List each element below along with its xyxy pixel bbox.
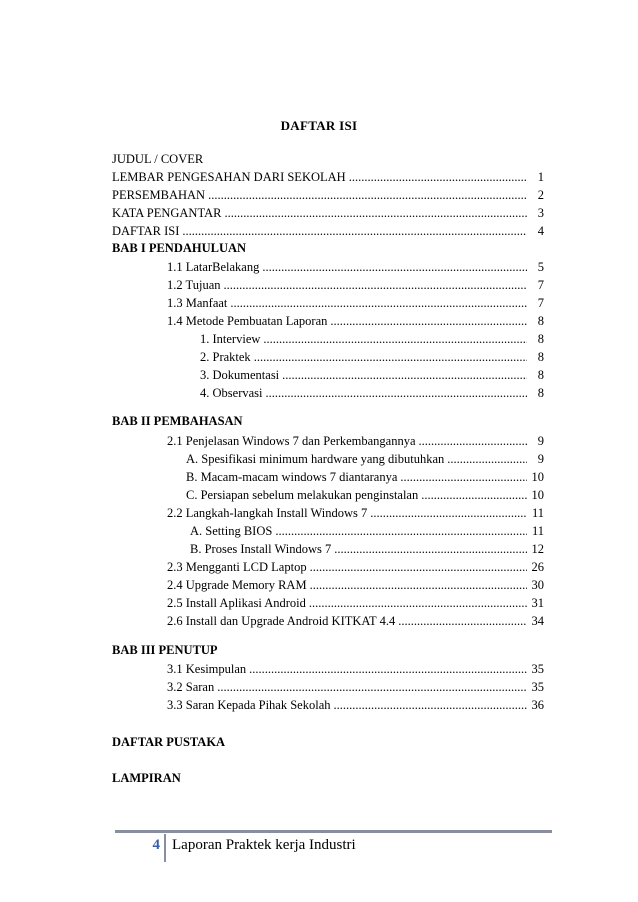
toc-page-number: 8 (537, 332, 544, 346)
toc-page-number: 9 (537, 434, 544, 448)
toc-leader (217, 679, 527, 695)
toc-subentry (186, 451, 544, 467)
toc-page-number: 34 (531, 614, 544, 628)
toc-label: C. Persiapan sebelum melakukan penginstalan (186, 488, 419, 502)
toc-leader (208, 187, 527, 203)
toc-page-number: 26 (531, 560, 544, 574)
toc-leader (224, 205, 527, 221)
chapter-heading-bab3: BAB III PENUTUP (112, 643, 218, 657)
toc-page-number: 30 (531, 578, 544, 592)
toc-page-number: 3 (537, 206, 544, 220)
toc-leader (334, 541, 527, 557)
toc-entry (167, 679, 544, 695)
toc-entry-persembahan (112, 187, 544, 203)
toc-entry (167, 595, 544, 611)
footer-title: Laporan Praktek kerja Industri (172, 837, 356, 853)
toc-subentry (200, 331, 544, 347)
toc-label: 2.3 Mengganti LCD Laptop (167, 560, 307, 574)
toc-subentry (186, 469, 544, 485)
toc-label: 2.4 Upgrade Memory RAM (167, 578, 307, 592)
chapter-heading-bab2: BAB II PEMBAHASAN (112, 414, 243, 428)
toc-subentry (190, 523, 544, 539)
toc-label: 2.6 Install dan Upgrade Android KITKAT 4.4 (167, 614, 396, 628)
toc-label: 2. Praktek (200, 350, 251, 364)
toc-subentry (200, 385, 544, 401)
toc-page-number: 8 (537, 350, 544, 364)
toc-leader (398, 613, 527, 629)
toc-subentry (200, 367, 544, 383)
toc-leader (310, 577, 527, 593)
toc-label: KATA PENGANTAR (112, 206, 222, 220)
toc-leader (400, 469, 527, 485)
page-title: DAFTAR ISI (280, 118, 358, 133)
toc-entry (167, 277, 544, 293)
toc-label: 3. Dokumentasi (200, 368, 280, 382)
toc-leader (263, 331, 527, 347)
toc-entry-lembar-pengesahan (112, 169, 544, 185)
toc-page-number: 5 (537, 260, 544, 274)
footer-rule (115, 830, 552, 833)
heading-daftar-pustaka: DAFTAR PUSTAKA (112, 735, 226, 749)
toc-label: PERSEMBAHAN (112, 188, 206, 202)
toc-page-number: 35 (531, 680, 544, 694)
toc-label: 2.1 Penjelasan Windows 7 dan Perkembangannya (167, 434, 416, 448)
toc-label: 1.1 LatarBelakang (167, 260, 260, 274)
toc-page-number: 8 (537, 314, 544, 328)
toc-entry (167, 433, 544, 449)
toc-subentry (200, 349, 544, 365)
toc-label: 1.4 Metode Pembuatan Laporan (167, 314, 328, 328)
toc-leader (254, 349, 527, 365)
toc-leader (334, 697, 527, 713)
toc-entry (167, 613, 544, 629)
footer-page-number: 4 (152, 837, 160, 853)
toc-page-number: 10 (531, 470, 544, 484)
toc-label: B. Proses Install Windows 7 (190, 542, 332, 556)
toc-leader (447, 451, 527, 467)
toc-entry (167, 505, 544, 521)
toc-label: 3.2 Saran (167, 680, 215, 694)
toc-entry (167, 559, 544, 575)
toc-page-number: 11 (531, 524, 544, 538)
toc-entry-judul (112, 151, 203, 167)
toc-entry (167, 661, 544, 677)
toc-label: LEMBAR PENGESAHAN DARI SEKOLAH (112, 170, 346, 184)
toc-leader (419, 433, 527, 449)
toc-page-number: 7 (537, 278, 544, 292)
toc-page-number: 12 (531, 542, 544, 556)
toc-subentry (186, 487, 544, 503)
toc-entry (167, 697, 544, 713)
toc-label: 4. Observasi (200, 386, 263, 400)
toc-leader (421, 487, 527, 503)
toc-label: 2.5 Install Aplikasi Android (167, 596, 306, 610)
toc-label: 1. Interview (200, 332, 261, 346)
toc-leader (182, 223, 527, 239)
toc-subentry (190, 541, 544, 557)
toc-page-number: 11 (531, 506, 544, 520)
toc-label: 1.3 Manfaat (167, 296, 228, 310)
toc-leader (266, 385, 528, 401)
heading-lampiran: LAMPIRAN (112, 771, 181, 785)
toc-page-number: 31 (531, 596, 544, 610)
toc-page-number: 36 (531, 698, 544, 712)
toc-leader (262, 259, 527, 275)
toc-page-number: 2 (537, 188, 544, 202)
toc-leader (309, 595, 527, 611)
toc-entry (167, 295, 544, 311)
toc-entry (167, 313, 544, 329)
toc-page-number: 35 (531, 662, 544, 676)
toc-page-number: 9 (537, 452, 544, 466)
toc-entry-daftar-isi (112, 223, 544, 239)
toc-leader (224, 277, 528, 293)
toc-label: DAFTAR ISI (112, 224, 180, 238)
toc-leader (310, 559, 527, 575)
toc-label: B. Macam-macam windows 7 diantaranya (186, 470, 398, 484)
toc-label: 3.3 Saran Kepada Pihak Sekolah (167, 698, 331, 712)
toc-leader (370, 505, 527, 521)
toc-label: 2.2 Langkah-langkah Install Windows 7 (167, 506, 368, 520)
toc-page-number: 4 (537, 224, 544, 238)
toc-label: A. Spesifikasi minimum hardware yang dibutuhkan (186, 452, 445, 466)
toc-entry (167, 577, 544, 593)
toc-leader (230, 295, 527, 311)
toc-leader (349, 169, 527, 185)
toc-page-number: 10 (531, 488, 544, 502)
chapter-heading-bab1: BAB I PENDAHULUAN (112, 241, 247, 255)
toc-label: 1.2 Tujuan (167, 278, 221, 292)
toc-label: 3.1 Kesimpulan (167, 662, 247, 676)
footer-divider (164, 834, 166, 862)
toc-label: A. Setting BIOS (190, 524, 273, 538)
toc-page-number: 1 (537, 170, 544, 184)
toc-label: JUDUL / COVER (112, 152, 204, 166)
toc-leader (282, 367, 527, 383)
toc-page-number: 8 (537, 368, 544, 382)
toc-page-number: 8 (537, 386, 544, 400)
toc-leader (330, 313, 527, 329)
toc-entry (167, 259, 544, 275)
toc-entry-kata-pengantar (112, 205, 544, 221)
toc-leader (249, 661, 527, 677)
toc-page-number: 7 (537, 296, 544, 310)
toc-leader (275, 523, 527, 539)
